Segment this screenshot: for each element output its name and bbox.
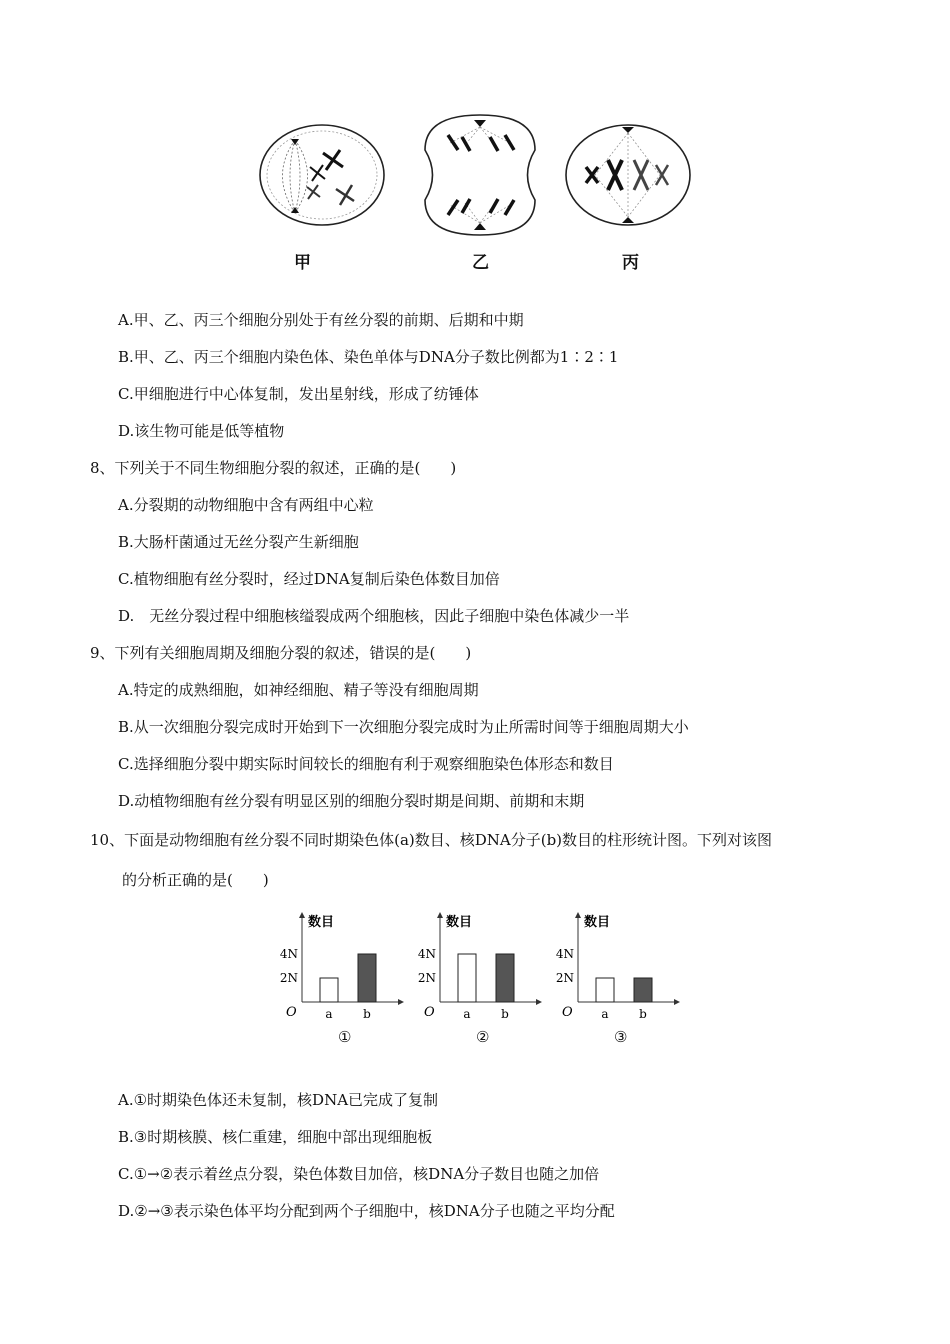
chart-label-2: ② xyxy=(476,1028,490,1046)
q9-option-a: A.特定的成熟细胞，如神经细胞、精子等没有细胞周期 xyxy=(118,681,479,699)
y-axis-arrow xyxy=(437,912,443,918)
q8-stem: 8、下列关于不同生物细胞分裂的叙述，正确的是( ) xyxy=(90,459,457,477)
q10-option-c: C.①→②表示着丝点分裂，染色体数目加倍，核DNA分子数目也随之加倍 xyxy=(118,1165,600,1183)
chart-svg xyxy=(418,910,558,1030)
y-axis-label: 数目 xyxy=(446,915,473,930)
q10-option-d: D.②→③表示染色体平均分配到两个子细胞中，核DNA分子也随之平均分配 xyxy=(118,1202,615,1220)
q10-option-a: A.①时期染色体还未复制，核DNA已完成了复制 xyxy=(118,1091,439,1109)
x-tick-label: a xyxy=(601,1007,609,1021)
x-tick-label: a xyxy=(463,1007,471,1021)
q7-option-d: D.该生物可能是低等植物 xyxy=(118,422,285,440)
q7-option-b: B.甲、乙、丙三个细胞内染色体、染色单体与DNA分子数比例都为1∶2∶1 xyxy=(118,348,619,366)
q10-stem-line2: 的分析正确的是( ) xyxy=(122,871,269,889)
y-tick-label: 4N xyxy=(555,947,574,961)
q9-stem: 9、下列有关细胞周期及细胞分裂的叙述，错误的是( ) xyxy=(90,644,472,662)
chart-svg xyxy=(556,910,696,1030)
y-axis-label: 数目 xyxy=(584,915,611,930)
x-tick-label: b xyxy=(639,1007,647,1021)
bar-a xyxy=(596,978,614,1002)
y-axis-label: 数目 xyxy=(308,915,335,930)
x-axis-arrow xyxy=(398,999,404,1005)
bar-b xyxy=(634,978,652,1002)
q7-option-c: C.甲细胞进行中心体复制，发出星射线，形成了纺锤体 xyxy=(118,385,479,403)
bar-b xyxy=(358,954,376,1002)
q8-option-d: D. 无丝分裂过程中细胞核缢裂成两个细胞核，因此子细胞中染色体减少一半 xyxy=(118,607,630,625)
x-tick-label: b xyxy=(501,1007,509,1021)
x-axis-arrow xyxy=(536,999,542,1005)
q8-option-b: B.大肠杆菌通过无丝分裂产生新细胞 xyxy=(118,533,359,551)
origin-label: O xyxy=(562,1005,573,1020)
q9-option-d: D.动植物细胞有丝分裂有明显区别的细胞分裂时期是间期、前期和末期 xyxy=(118,792,585,810)
label-bing: 丙 xyxy=(622,253,639,273)
cell-diagram xyxy=(250,105,700,245)
q8-option-c: C.植物细胞有丝分裂时，经过DNA复制后染色体数目加倍 xyxy=(118,570,500,588)
q7-option-a: A.甲、乙、丙三个细胞分别处于有丝分裂的前期、后期和中期 xyxy=(118,311,524,329)
bar-b xyxy=(496,954,514,1002)
chart-label-1: ① xyxy=(338,1028,352,1046)
y-tick-label: 4N xyxy=(279,947,298,961)
bar-a xyxy=(458,954,476,1002)
x-tick-label: a xyxy=(325,1007,333,1021)
chart-svg xyxy=(280,910,420,1030)
y-tick-label: 2N xyxy=(417,971,436,985)
cell-jia-drawing xyxy=(260,125,384,225)
y-axis-arrow xyxy=(575,912,581,918)
label-jia: 甲 xyxy=(294,253,311,273)
chart-label-3: ③ xyxy=(614,1028,628,1046)
x-axis-arrow xyxy=(674,999,680,1005)
origin-label: O xyxy=(286,1005,297,1020)
q8-option-a: A.分裂期的动物细胞中含有两组中心粒 xyxy=(118,496,374,514)
q9-option-b: B.从一次细胞分裂完成时开始到下一次细胞分裂完成时为止所需时间等于细胞周期大小 xyxy=(118,718,689,736)
q10-stem-line1: 10、下面是动物细胞有丝分裂不同时期染色体(a)数目、核DNA分子(b)数目的柱形统计图。下列对该图 xyxy=(90,831,773,849)
q10-option-b: B.③时期核膜、核仁重建，细胞中部出现细胞板 xyxy=(118,1128,433,1146)
y-tick-label: 4N xyxy=(417,947,436,961)
y-axis-arrow xyxy=(299,912,305,918)
q9-option-c: C.选择细胞分裂中期实际时间较长的细胞有利于观察细胞染色体形态和数目 xyxy=(118,755,614,773)
cell-yi-drawing xyxy=(425,115,535,235)
cell-bing-drawing xyxy=(566,125,690,225)
y-tick-label: 2N xyxy=(279,971,298,985)
origin-label: O xyxy=(424,1005,435,1020)
y-tick-label: 2N xyxy=(555,971,574,985)
bar-a xyxy=(320,978,338,1002)
x-tick-label: b xyxy=(363,1007,371,1021)
label-yi: 乙 xyxy=(472,253,489,273)
